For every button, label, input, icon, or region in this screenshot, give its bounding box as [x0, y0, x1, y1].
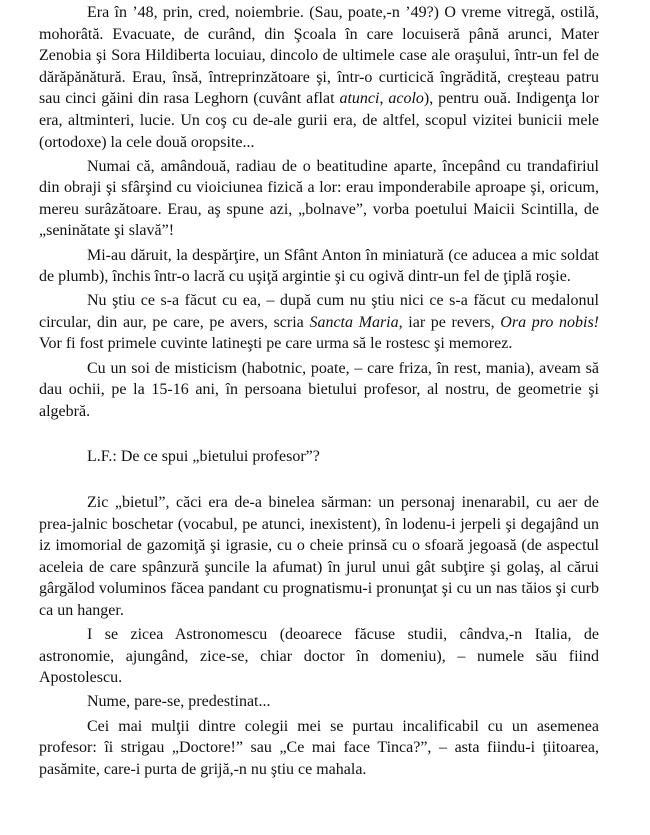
paragraph-2	[39, 156, 599, 242]
blank-line	[39, 470, 599, 492]
text-run: Nu ştiu ce s-a făcut cu ea, – după cum nu ştiu nici ce s-a făcut cu medalonul circular, din aur, pe care, pe avers, scria	[39, 292, 599, 331]
text-run: Nume, pare-se, predestinat...	[87, 693, 271, 711]
italic-run: acolo	[388, 90, 424, 108]
paragraph-9	[39, 691, 599, 713]
paragraph-8	[39, 624, 599, 689]
text-run: I se zicea Astronomescu (deoarece făcuse studii, cândva,-n Italia, de astronomie, ajungând, zice-se, chiar doctor în domeniu), – numele său fiind Apostolescu.	[39, 626, 599, 687]
italic-run: atunci	[339, 90, 380, 108]
text-run: Numai că, amândouă, radiau de o beatitudine aparte, începând cu trandafiriul din obraji şi sfârşind cu vioiciunea fizică a lor: erau imponderabile aproape şi, oricum, mereu surâzătoare. Erau, aş spune azi, „bolnave”, vorba poetului Maicii Scintilla, de „seninătate şi slavă”!	[39, 157, 599, 240]
text-run: Cei mai mulţii dintre colegii mei se purtau incalificabil cu un asemenea profesor: îi strigau „Doctore!” sau „Ce mai face Tinca?”, – asta fiindu-i ţiitoarea, pasămite, care-i purta de grijă,-n nu ştiu ce mahala.	[39, 717, 599, 778]
paragraph-3	[39, 245, 599, 288]
text-run: Vor fi fost primele cuvinte latineşti pe care urma să le rostesc şi memorez.	[39, 313, 607, 353]
text-run: Era în ’48, prin, cred, noiembrie. (Sau, poate,-n ’49?) O vreme vitregă, ostilă, mohorâtă. Evacuate, de curând, din Şcoala în care locuiseră până arunci, Mater Zenobia şi Sora Hildiberta locuiau, dincolo de ultimele case ale oraşului, într-un fel de dărăpănătură. Erau, însă, întreprinzătoare şi, într-o curticică îngrădită, creşteau patru sau cinci găini din rasa Leghorn (cuvânt aflat	[39, 4, 599, 108]
paragraph-7	[39, 492, 599, 622]
paragraph-1	[39, 2, 599, 153]
paragraph-5	[39, 358, 599, 423]
text-run: Mi-au dăruit, la despărţire, un Sfânt Anton în miniatură (ce aducea a mic soldat de plumb), închis într-o lacră cu uşiţă argintie şi cu ogivă dintr-un fel de ţiplă roşie.	[39, 246, 599, 286]
text-run: L.F.: De ce spui „bietului profesor”?	[87, 448, 320, 466]
italic-run: Ora pro nobis!	[500, 313, 600, 331]
text-run: ), pentru ouă. Indigenţa lor era, altminteri, lucie. Un coş cu de-ale gurii era, de altfel, scopul vizitei bunicii mele (ortodoxe) la cele două oropsite...	[39, 90, 600, 151]
paragraph-10	[39, 716, 599, 781]
text-run: Cu un soi de misticism (habotnic, poate, – care friza, în rest, mania), aveam să dau ochii, pe la 15-16 ani, în persoana bietului profesor, al nostru, de geometrie şi algebră.	[39, 359, 599, 420]
interviewer-question	[39, 446, 599, 468]
text-run: ,	[379, 90, 389, 108]
text-run: , iar pe revers,	[398, 313, 501, 331]
italic-run: Sancta Maria	[309, 313, 399, 331]
text-run: Zic „bietul”, căci era de-a binelea sărman: un personaj inenarabil, cu aer de prea-jalnic boschetar (vocabul, pe atunci, inexistent), în lodenu-i jerpeli şi degajând un iz imomorial de gazomiţă şi igrasie, cu o cheie prinsă cu o sfoară jegoasă (de aspectul aceleia de care spânzură şuncile la afumat) în jurul unui gât subţire şi golaş, al cărui gârgălod voluminos făcea pandant cu prognatismu-i pronunţat şi cu un nas tăios şi curb ca un hanger.	[39, 494, 599, 620]
document-page	[39, 2, 607, 783]
paragraph-4	[39, 290, 607, 355]
blank-line	[39, 425, 599, 447]
